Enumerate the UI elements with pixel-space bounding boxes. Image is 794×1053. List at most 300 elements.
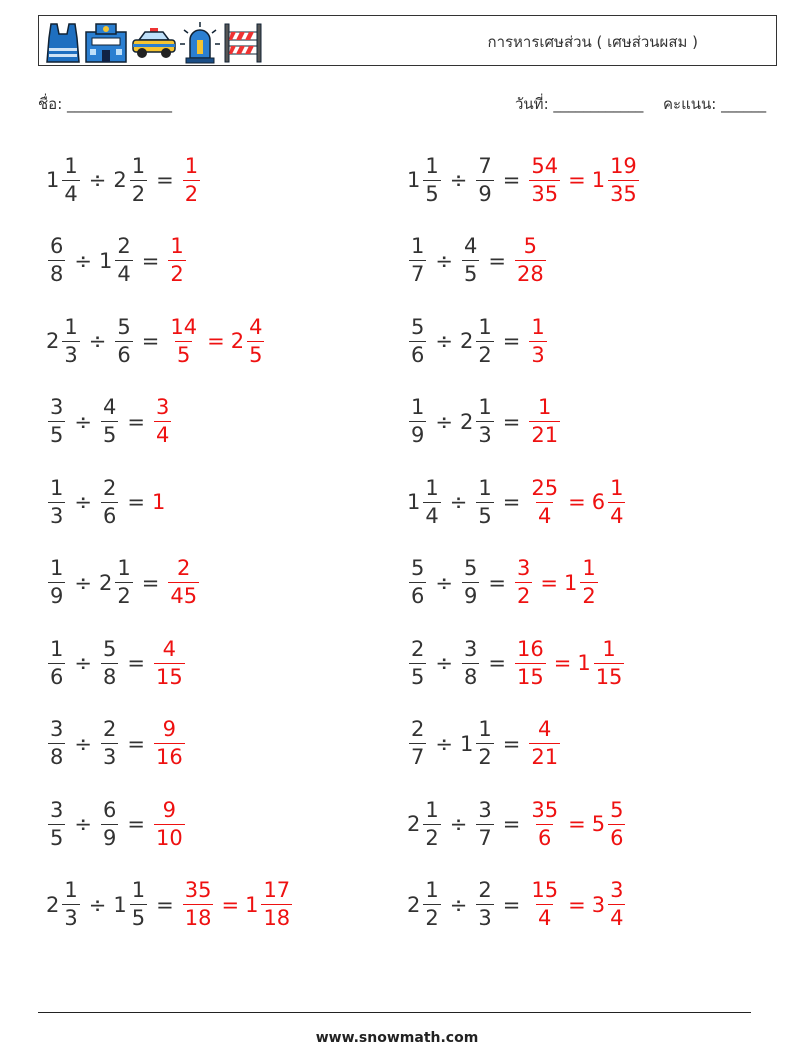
- fraction: [608, 153, 639, 206]
- operand-dividend: [407, 880, 443, 929]
- fraction: [168, 558, 199, 607]
- whole-number: 2: [46, 329, 60, 354]
- numerator: 1: [131, 153, 146, 178]
- whole-number: 2: [230, 329, 245, 354]
- problem-row: [46, 462, 294, 543]
- denominator: 5: [425, 181, 439, 206]
- divide-sign: ÷: [435, 409, 453, 434]
- denominator: 3: [478, 906, 492, 931]
- divide-sign: ÷: [88, 892, 107, 917]
- fraction: [101, 719, 118, 768]
- divide-sign: ÷: [449, 490, 468, 515]
- denominator: 3: [50, 503, 64, 528]
- denominator: 8: [102, 664, 117, 689]
- fraction: [247, 314, 264, 367]
- date-field: วันที่: ____________: [515, 95, 644, 113]
- denominator: 5: [50, 825, 64, 850]
- fraction: [168, 236, 185, 285]
- fraction: [154, 636, 185, 689]
- fraction: [48, 475, 65, 528]
- fraction: [154, 719, 185, 768]
- numerator: 1: [411, 234, 425, 259]
- numerator: 2: [411, 636, 425, 661]
- fraction: [476, 314, 493, 367]
- problem-row: [407, 623, 641, 704]
- problem-row: [407, 221, 641, 302]
- problem-row: [407, 543, 641, 624]
- answer: [152, 719, 187, 768]
- numerator: 1: [50, 636, 64, 661]
- siren-light-icon: [180, 20, 220, 64]
- equals-sign: =: [141, 570, 160, 595]
- numerator: 35: [531, 797, 559, 822]
- equals-sign: =: [502, 409, 521, 434]
- divide-sign: ÷: [435, 248, 453, 273]
- fraction: [529, 314, 546, 367]
- problem-row: [407, 462, 641, 543]
- fraction: [183, 153, 200, 206]
- answer-equals-sign: =: [540, 570, 558, 595]
- denominator: 10: [155, 825, 183, 850]
- divide-sign: ÷: [74, 812, 92, 837]
- answer-value: [527, 880, 562, 929]
- fraction: [101, 397, 118, 446]
- divide-sign: ÷: [88, 168, 107, 193]
- numerator: 5: [411, 314, 425, 339]
- numerator: 1: [411, 395, 425, 420]
- numerator: 1: [184, 153, 199, 178]
- numerator: 2: [411, 717, 425, 742]
- divide-sign: ÷: [74, 651, 92, 676]
- answer-equals-sign: =: [221, 892, 240, 917]
- divide-sign: ÷: [88, 329, 107, 354]
- answer: [513, 636, 626, 689]
- denominator: 7: [478, 825, 492, 850]
- operand-divisor: [99, 558, 135, 607]
- denominator: 2: [582, 584, 596, 609]
- answer-value: [181, 153, 202, 206]
- answer-value: [564, 558, 600, 607]
- operand-divisor: [474, 797, 495, 850]
- fraction: [48, 558, 65, 607]
- answer: [527, 797, 627, 850]
- denominator: 7: [411, 745, 425, 770]
- fraction: [529, 475, 560, 528]
- answer: [527, 880, 627, 929]
- operand-dividend: [407, 397, 428, 446]
- numerator: 1: [117, 556, 131, 581]
- numerator: 3: [155, 395, 170, 420]
- fraction: [608, 880, 625, 929]
- numerator: 19: [610, 153, 637, 178]
- denominator: 3: [478, 423, 492, 448]
- worksheet-header: [38, 15, 777, 66]
- denominator: 15: [516, 664, 544, 689]
- answer: [527, 397, 562, 446]
- numerator: 1: [531, 314, 545, 339]
- operand-divisor: [459, 314, 496, 367]
- fraction: [423, 797, 440, 850]
- operand-dividend: [407, 636, 428, 689]
- whole-number: 2: [46, 892, 60, 917]
- operand-divisor: [460, 236, 481, 285]
- divide-sign: ÷: [74, 490, 92, 515]
- numerator: 4: [249, 314, 263, 339]
- numerator: 17: [263, 878, 291, 903]
- fraction: [476, 397, 493, 446]
- answer: [152, 397, 173, 446]
- denominator: 2: [117, 584, 131, 609]
- denominator: 2: [184, 181, 199, 206]
- fraction: [48, 236, 65, 285]
- whole-number: 3: [591, 892, 606, 917]
- numerator: 1: [64, 153, 78, 178]
- answer-value: [513, 636, 548, 689]
- footer-divider: [38, 1012, 751, 1013]
- equals-sign: =: [141, 329, 160, 354]
- answer-value: [591, 475, 628, 528]
- divide-sign: ÷: [449, 892, 468, 917]
- numerator: 3: [463, 636, 478, 661]
- fraction: [409, 719, 426, 768]
- equals-sign: =: [127, 812, 145, 837]
- denominator: 8: [463, 664, 478, 689]
- answer-value: [245, 880, 294, 929]
- numerator: 1: [538, 395, 552, 420]
- fraction: [462, 558, 479, 607]
- numerator: 5: [117, 314, 131, 339]
- fraction: [62, 880, 79, 929]
- problem-row: [46, 140, 294, 221]
- denominator: 6: [411, 584, 425, 609]
- answer-value: [513, 236, 548, 285]
- fraction: [115, 236, 132, 285]
- equals-sign: =: [127, 490, 145, 515]
- fraction: [529, 880, 560, 929]
- fraction: [515, 558, 532, 607]
- numerator: 5: [411, 556, 425, 581]
- fraction: [130, 880, 147, 929]
- fraction: [101, 797, 118, 850]
- operand-dividend: [46, 797, 67, 850]
- fraction: [62, 153, 79, 206]
- numerator: 1: [425, 153, 439, 178]
- operand-divisor: [99, 719, 120, 768]
- denominator: 9: [102, 825, 117, 850]
- operand-dividend: [407, 719, 428, 768]
- problem-row: [407, 784, 641, 865]
- denominator: 21: [531, 423, 559, 448]
- fraction: [423, 475, 440, 528]
- operand-divisor: [474, 880, 495, 929]
- denominator: 6: [117, 342, 131, 367]
- numerator: 54: [531, 153, 559, 178]
- whole-number: 2: [459, 409, 474, 434]
- problem-row: [407, 301, 641, 382]
- denominator: 28: [516, 262, 544, 287]
- answer-value: [527, 314, 548, 367]
- denominator: 5: [249, 342, 263, 367]
- denominator: 3: [64, 342, 78, 367]
- answer-value: [166, 236, 187, 285]
- numerator: 15: [531, 878, 559, 903]
- answer-value: [230, 314, 267, 367]
- operand-divisor: [460, 636, 481, 689]
- fraction: [115, 558, 132, 607]
- fraction: [423, 880, 440, 929]
- denominator: 5: [131, 906, 146, 931]
- fraction: [608, 475, 625, 528]
- fraction: [48, 397, 65, 446]
- fraction: [594, 636, 625, 689]
- equals-sign: =: [156, 168, 174, 193]
- numerator: 1: [64, 314, 78, 339]
- answer: [527, 475, 627, 528]
- divide-sign: ÷: [74, 570, 92, 595]
- answer: [527, 153, 640, 206]
- whole-number: 1: [563, 570, 578, 595]
- whole-number: 2: [459, 329, 474, 354]
- operand-divisor: [99, 475, 120, 528]
- answer: [513, 236, 548, 285]
- numerator: 3: [50, 395, 64, 420]
- score-field: คะแนน: ______: [663, 95, 767, 113]
- fraction: [409, 558, 426, 607]
- denominator: 4: [538, 503, 552, 528]
- fraction: [101, 475, 118, 528]
- denominator: 9: [463, 584, 478, 609]
- denominator: 9: [411, 423, 425, 448]
- numerator: 6: [50, 234, 64, 259]
- denominator: 9: [50, 584, 64, 609]
- denominator: 4: [64, 181, 78, 206]
- problem-row: [46, 623, 294, 704]
- operand-divisor: [460, 397, 496, 446]
- police-station-icon: [84, 20, 128, 64]
- equals-sign: =: [502, 812, 521, 837]
- whole-number: 1: [98, 248, 113, 273]
- numerator: 3: [516, 556, 531, 581]
- equals-sign: =: [127, 651, 145, 676]
- answer-value: [152, 719, 187, 768]
- answer-value: [181, 880, 216, 929]
- problem-row: [407, 382, 641, 463]
- equals-sign: =: [488, 570, 506, 595]
- operand-dividend: [46, 475, 67, 528]
- numerator: 4: [538, 717, 552, 742]
- problem-row: [46, 865, 294, 946]
- numerator: 14: [170, 314, 198, 339]
- numerator: 2: [102, 475, 117, 500]
- denominator: 5: [478, 503, 492, 528]
- whole-number: 1: [407, 490, 421, 515]
- answer-equals-sign: =: [207, 329, 225, 354]
- operand-dividend: [407, 558, 428, 607]
- answer: [152, 490, 166, 514]
- fraction: [608, 797, 625, 850]
- numerator: 7: [478, 153, 492, 178]
- equals-sign: =: [141, 248, 160, 273]
- numerator: 3: [610, 878, 624, 903]
- fraction: [62, 314, 79, 367]
- header-icons: [45, 20, 263, 64]
- answer: [166, 236, 187, 285]
- fraction: [529, 153, 560, 206]
- operand-dividend: [46, 314, 82, 367]
- whole-number: 1: [151, 490, 166, 515]
- numerator: 4: [162, 636, 177, 661]
- denominator: 35: [531, 181, 559, 206]
- denominator: 15: [155, 664, 183, 689]
- problem-row: [46, 301, 294, 382]
- whole-number: 1: [245, 892, 259, 917]
- equals-sign: =: [127, 731, 145, 756]
- divide-sign: ÷: [74, 409, 92, 434]
- operand-divisor: [99, 636, 120, 689]
- numerator: 1: [131, 878, 146, 903]
- divide-sign: ÷: [435, 329, 453, 354]
- numerator: 1: [582, 556, 596, 581]
- problem-row: [46, 784, 294, 865]
- fraction: [462, 636, 479, 689]
- problem-row: [46, 704, 294, 785]
- fraction: [476, 719, 493, 768]
- whole-number: 1: [577, 651, 591, 676]
- operand-dividend: [46, 236, 67, 285]
- numerator: 2: [177, 556, 191, 581]
- whole-number: 1: [459, 731, 474, 756]
- operand-divisor: [460, 719, 496, 768]
- numerator: 5: [463, 556, 478, 581]
- numerator: 1: [478, 395, 492, 420]
- equals-sign: =: [502, 329, 521, 354]
- police-car-icon: [131, 20, 177, 64]
- fraction: [183, 880, 214, 929]
- answer-value: [166, 314, 201, 367]
- denominator: 5: [463, 262, 478, 287]
- numerator: 5: [523, 234, 538, 259]
- problem-row: [46, 543, 294, 624]
- fraction: [515, 236, 546, 285]
- equals-sign: =: [488, 651, 506, 676]
- operand-dividend: [407, 236, 428, 285]
- numerator: 1: [478, 717, 492, 742]
- numerator: 5: [610, 797, 624, 822]
- denominator: 2: [516, 584, 531, 609]
- fraction: [476, 797, 493, 850]
- denominator: 4: [117, 262, 131, 287]
- operand-divisor: [460, 558, 481, 607]
- operand-divisor: [99, 397, 120, 446]
- fraction: [261, 880, 292, 929]
- denominator: 6: [411, 342, 425, 367]
- denominator: 2: [425, 906, 439, 931]
- answer-value: [527, 719, 562, 768]
- operand-dividend: [46, 558, 67, 607]
- answer-value: [152, 397, 173, 446]
- equals-sign: =: [502, 892, 521, 917]
- divide-sign: ÷: [449, 812, 468, 837]
- fraction: [529, 797, 560, 850]
- fraction: [580, 558, 597, 607]
- denominator: 6: [610, 825, 624, 850]
- denominator: 2: [170, 262, 184, 287]
- problem-row: [407, 865, 641, 946]
- footer-url: www.snowmath.com: [315, 1030, 479, 1046]
- operand-dividend: [407, 475, 443, 528]
- whole-number: 2: [407, 812, 421, 837]
- answer: [527, 314, 548, 367]
- numerator: 4: [102, 395, 117, 420]
- whole-number: 2: [407, 892, 421, 917]
- fraction: [529, 719, 560, 768]
- equals-sign: =: [502, 490, 521, 515]
- whole-number: 1: [113, 892, 127, 917]
- answer-value: [577, 636, 626, 689]
- operand-divisor: [474, 153, 495, 206]
- divide-sign: ÷: [435, 570, 453, 595]
- fraction: [409, 236, 426, 285]
- whole-number: 1: [407, 168, 421, 193]
- divide-sign: ÷: [449, 168, 468, 193]
- denominator: 6: [50, 664, 64, 689]
- answer-value: [527, 797, 562, 850]
- problem-column-right: [407, 140, 641, 945]
- numerator: 9: [162, 717, 177, 742]
- fraction: [154, 397, 171, 446]
- answer: [166, 314, 266, 367]
- operand-divisor: [474, 475, 495, 528]
- answer-value: [166, 558, 201, 607]
- operand-divisor: [99, 236, 135, 285]
- fraction: [48, 636, 65, 689]
- operand-divisor: [113, 314, 134, 367]
- denominator: 2: [478, 342, 492, 367]
- police-vest-icon: [45, 20, 81, 64]
- operand-divisor: [113, 153, 149, 206]
- operand-dividend: [407, 314, 428, 367]
- denominator: 21: [531, 745, 559, 770]
- whole-number: 1: [46, 168, 60, 193]
- numerator: 1: [478, 314, 492, 339]
- answer-value: [152, 636, 187, 689]
- answer-equals-sign: =: [553, 651, 572, 676]
- operand-dividend: [46, 719, 67, 768]
- fraction: [476, 153, 493, 206]
- numerator: 25: [531, 475, 559, 500]
- numerator: 4: [463, 234, 478, 259]
- denominator: 5: [411, 664, 425, 689]
- fraction: [154, 797, 185, 850]
- fraction: [101, 636, 118, 689]
- denominator: 45: [170, 584, 198, 609]
- numerator: 5: [102, 636, 117, 661]
- answer: [152, 636, 187, 689]
- whole-number: 5: [591, 812, 606, 837]
- fraction: [462, 236, 479, 285]
- denominator: 5: [102, 423, 117, 448]
- numerator: 3: [50, 797, 64, 822]
- numerator: 1: [64, 878, 78, 903]
- whole-number: 1: [591, 168, 606, 193]
- denominator: 3: [102, 745, 117, 770]
- numerator: 1: [50, 556, 64, 581]
- equals-sign: =: [502, 731, 521, 756]
- denominator: 2: [425, 825, 439, 850]
- denominator: 2: [131, 181, 146, 206]
- divide-sign: ÷: [74, 731, 92, 756]
- answer: [152, 797, 187, 850]
